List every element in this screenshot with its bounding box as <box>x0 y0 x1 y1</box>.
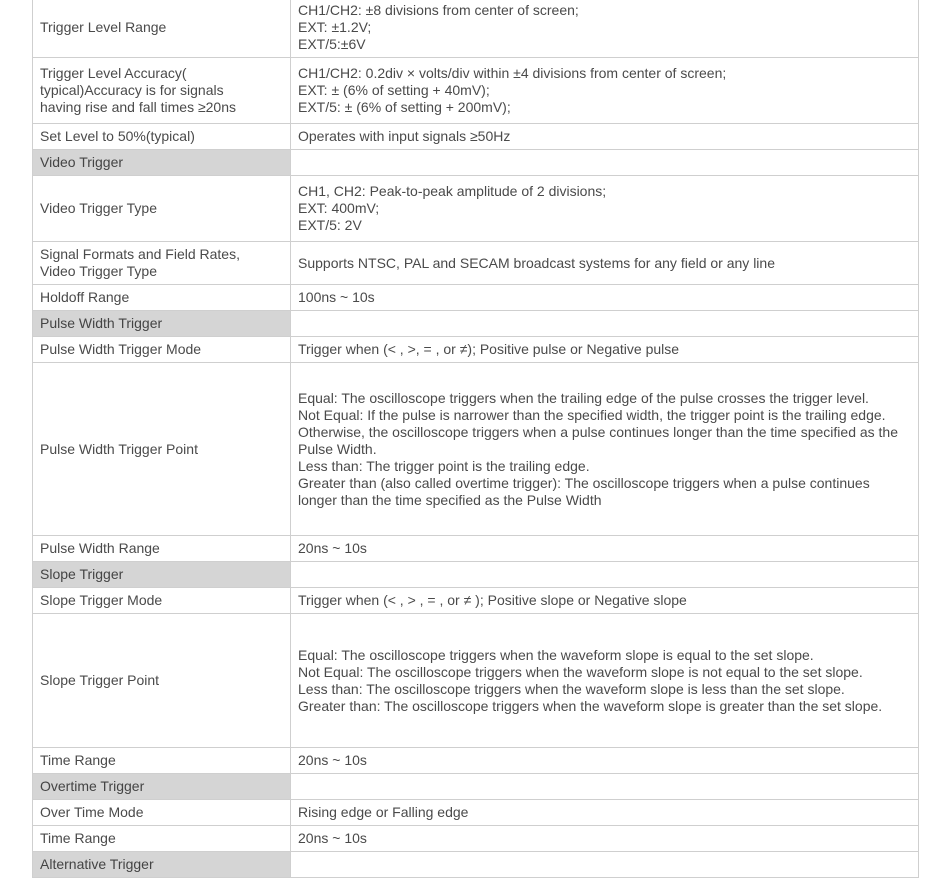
spec-label: Slope Trigger Point <box>33 614 291 748</box>
spec-label: Set Level to 50%(typical) <box>33 124 291 150</box>
spec-value <box>291 311 919 337</box>
spec-value: Equal: The oscilloscope triggers when the trailing edge of the pulse crosses the trigger level. Not Equal: If the pulse is narrower than the specified width, the trigger point is the trailing edge. Otherwise, the oscilloscope triggers when a pulse continues longer than the time specified as the Pulse Width. Less than: The trigger point is the trailing edge. Greater than (also called overtime trigger): The oscilloscope triggers when a pulse continues longer than the time specified as the Pulse Width <box>291 363 919 536</box>
spec-row <box>33 0 919 58</box>
spec-value: Trigger when (< , > , = , or ≠ ); Positive slope or Negative slope <box>291 588 919 614</box>
spec-value: Supports NTSC, PAL and SECAM broadcast systems for any field or any line <box>291 242 919 285</box>
spec-row <box>33 176 919 242</box>
spec-value: Trigger when (< , >, = , or ≠); Positive pulse or Negative pulse <box>291 337 919 363</box>
spec-row <box>33 242 919 285</box>
spec-value: CH1, CH2: Peak-to-peak amplitude of 2 divisions; EXT: 400mV; EXT/5: 2V <box>291 176 919 242</box>
section-title: Pulse Width Trigger <box>33 311 291 337</box>
spec-value: 100ns ~ 10s <box>291 285 919 311</box>
spec-row <box>33 748 919 774</box>
spec-value <box>291 774 919 800</box>
spec-label: Pulse Width Trigger Mode <box>33 337 291 363</box>
spec-row <box>33 536 919 562</box>
spec-row <box>33 363 919 536</box>
spec-label: Time Range <box>33 826 291 852</box>
spec-row <box>33 588 919 614</box>
spec-label: Holdoff Range <box>33 285 291 311</box>
section-row <box>33 774 919 800</box>
spec-label: Signal Formats and Field Rates, Video Trigger Type <box>33 242 291 285</box>
spec-label: Pulse Width Range <box>33 536 291 562</box>
spec-value: Equal: The oscilloscope triggers when the waveform slope is equal to the set slope. Not Equal: The oscilloscope triggers when the waveform slope is not equal to the set slope. Less than: The oscilloscope triggers when the waveform slope is less than the set slope. Greater than: The oscilloscope triggers when the waveform slope is greater than the set slope. <box>291 614 919 748</box>
spec-label: Over Time Mode <box>33 800 291 826</box>
spec-table <box>32 0 919 878</box>
spec-row <box>33 285 919 311</box>
spec-row <box>33 800 919 826</box>
spec-value: Rising edge or Falling edge <box>291 800 919 826</box>
spec-label: Pulse Width Trigger Point <box>33 363 291 536</box>
section-row <box>33 562 919 588</box>
spec-value: CH1/CH2: ±8 divisions from center of screen; EXT: ±1.2V; EXT/5:±6V <box>291 0 919 58</box>
section-title: Slope Trigger <box>33 562 291 588</box>
spec-value <box>291 150 919 176</box>
spec-label: Trigger Level Accuracy( typical)Accuracy is for signals having rise and fall times ≥20ns <box>33 58 291 124</box>
section-title: Alternative Trigger <box>33 852 291 878</box>
section-title: Video Trigger <box>33 150 291 176</box>
spec-table-body <box>33 0 919 878</box>
spec-value <box>291 562 919 588</box>
spec-value <box>291 852 919 878</box>
spec-row <box>33 614 919 748</box>
spec-value: CH1/CH2: 0.2div × volts/div within ±4 divisions from center of screen; EXT: ± (6% of setting + 40mV); EXT/5: ± (6% of setting + 200mV); <box>291 58 919 124</box>
section-row <box>33 311 919 337</box>
spec-label: Trigger Level Range <box>33 0 291 58</box>
section-row <box>33 852 919 878</box>
spec-value: 20ns ~ 10s <box>291 748 919 774</box>
spec-value: 20ns ~ 10s <box>291 536 919 562</box>
spec-row <box>33 58 919 124</box>
spec-row <box>33 337 919 363</box>
spec-label: Video Trigger Type <box>33 176 291 242</box>
section-title: Overtime Trigger <box>33 774 291 800</box>
section-row <box>33 150 919 176</box>
spec-row <box>33 826 919 852</box>
spec-value: Operates with input signals ≥50Hz <box>291 124 919 150</box>
spec-row <box>33 124 919 150</box>
spec-value: 20ns ~ 10s <box>291 826 919 852</box>
spec-label: Slope Trigger Mode <box>33 588 291 614</box>
spec-label: Time Range <box>33 748 291 774</box>
